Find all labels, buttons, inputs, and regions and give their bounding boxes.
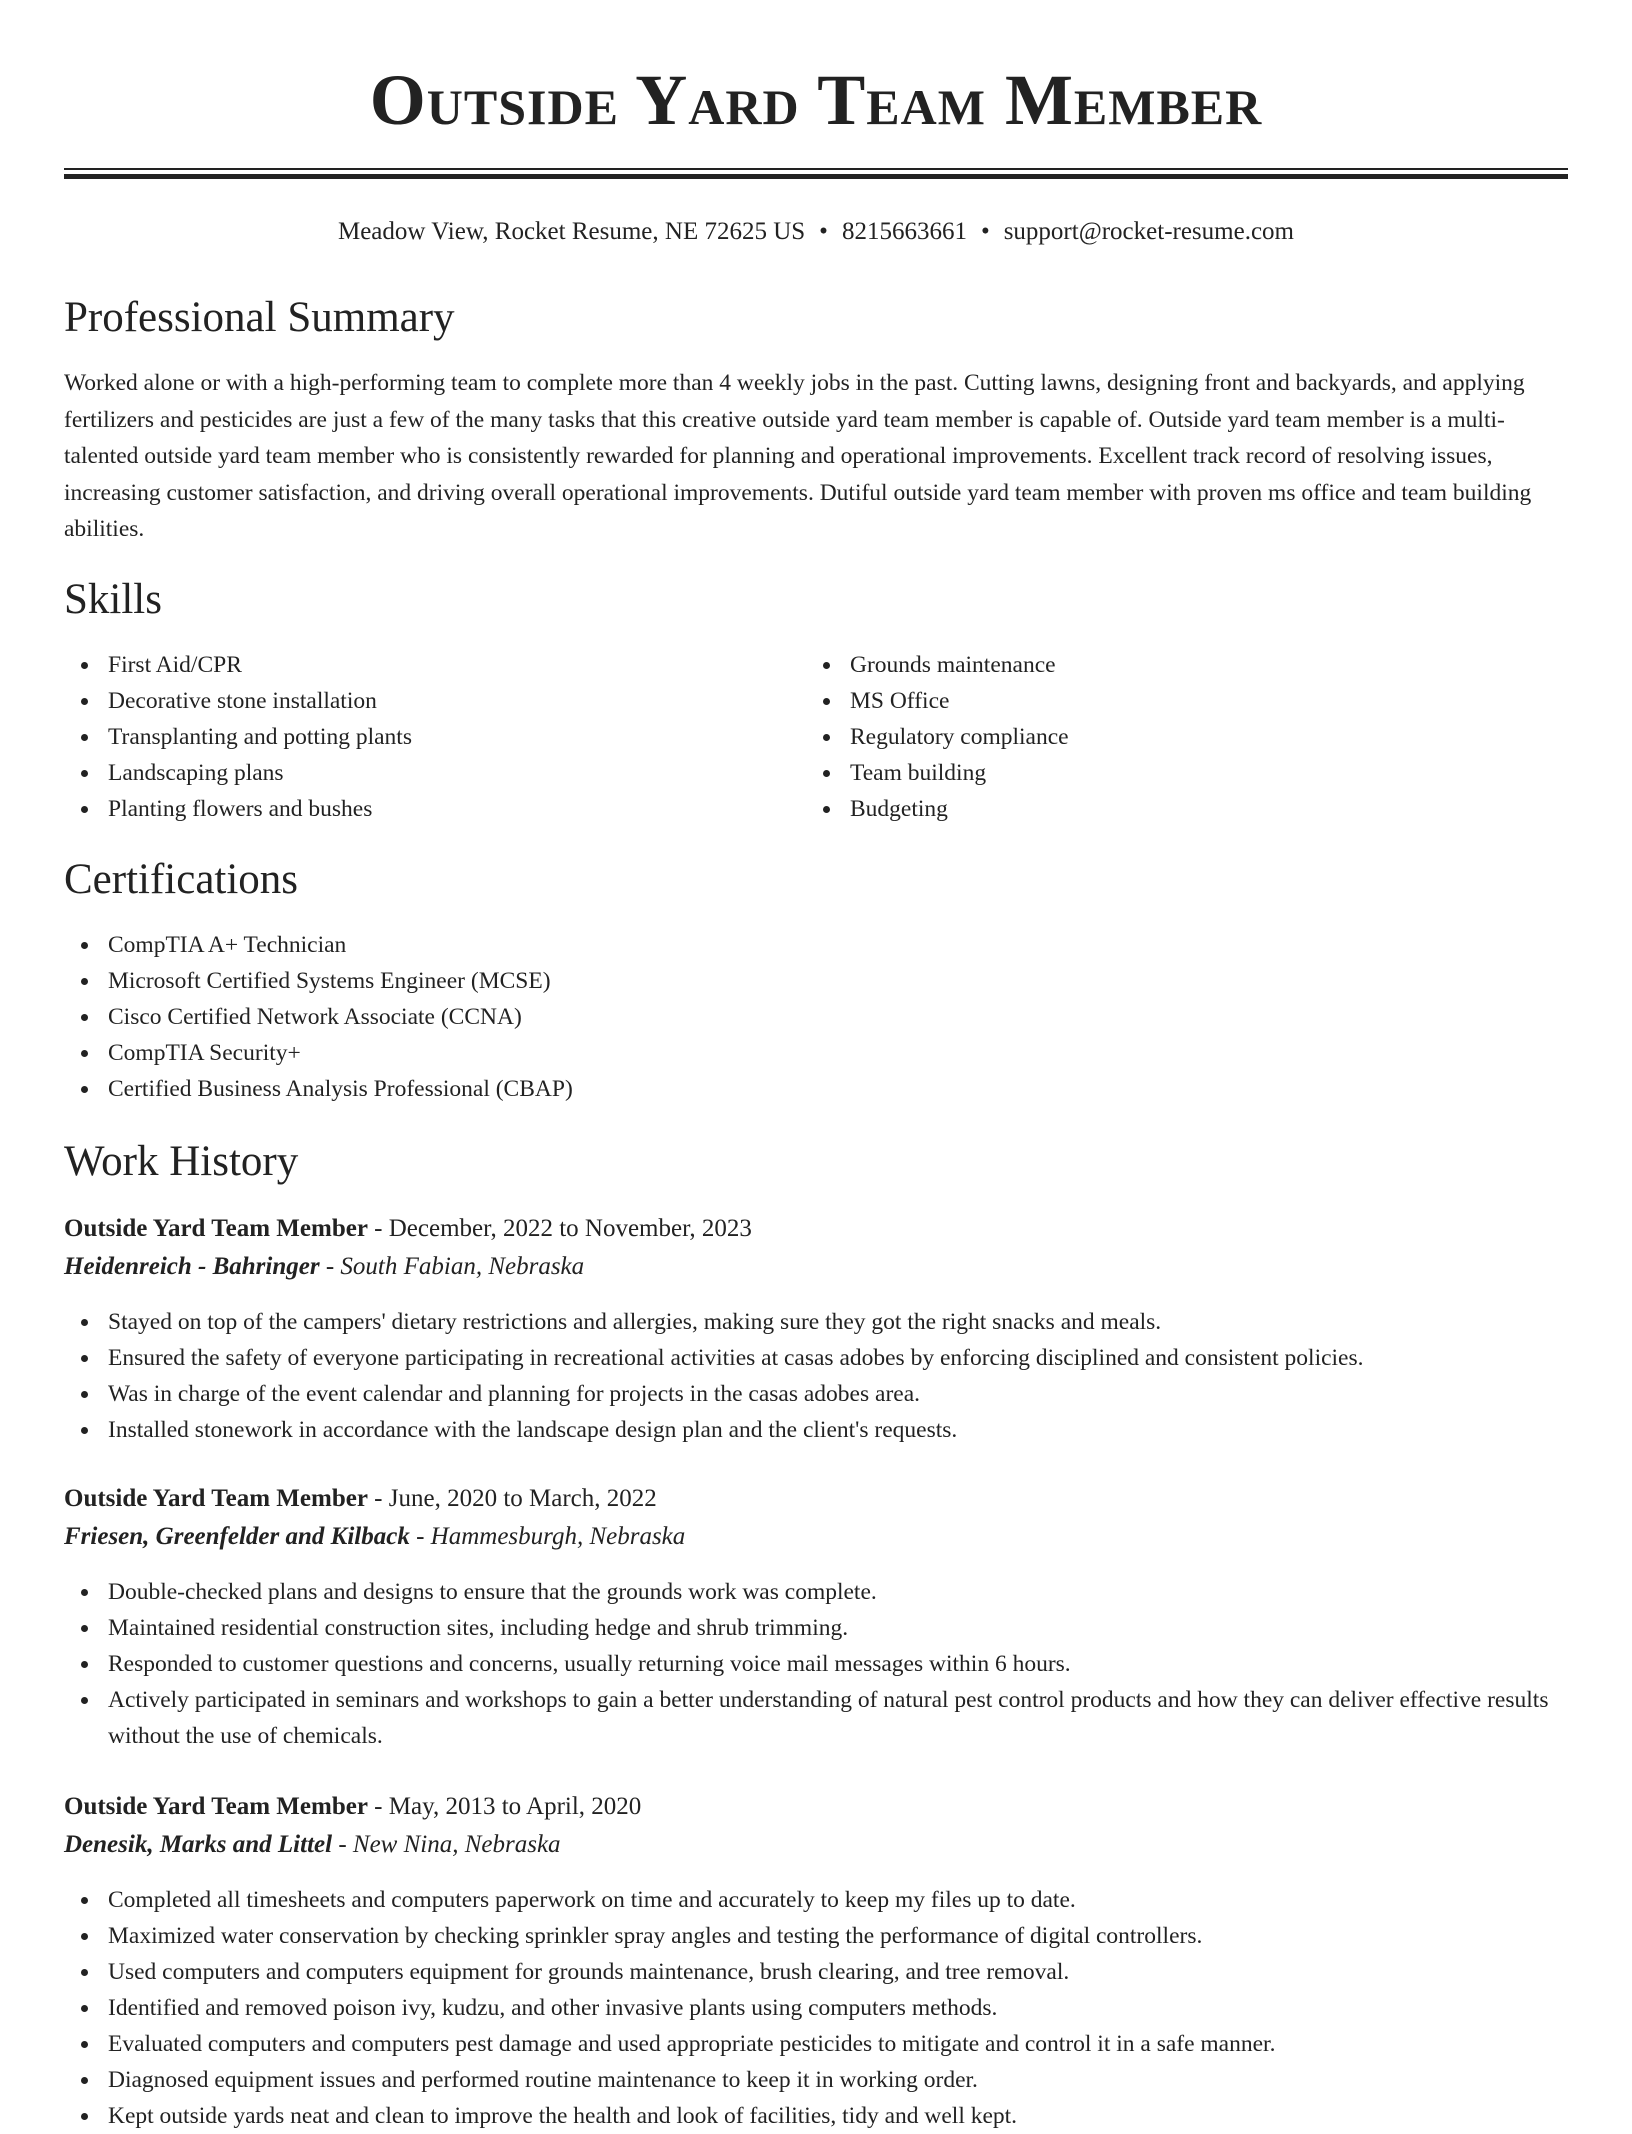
job-duty: Responded to customer questions and concerns, usually returning voice mail messages within 6 hours. [64, 1646, 1568, 1682]
skills-list-right [806, 647, 1546, 827]
header-rule-thick [64, 174, 1568, 179]
job-duty: Installed stonework in accordance with the landscape design plan and the client's requests. [64, 1412, 1568, 1448]
contact-phone: 8215663661 [841, 218, 967, 245]
contact-email: support@rocket-resume.com [1003, 218, 1294, 245]
skill-item: Regulatory compliance [806, 719, 1546, 755]
certification-item: CompTIA A+ Technician [64, 927, 1064, 963]
job-duties-list [64, 1304, 1568, 1448]
job-duty: Completed all timesheets and computers paperwork on time and accurately to keep my files up to date. [64, 1882, 1568, 1918]
job-header [64, 1210, 1568, 1248]
job-duty: Identified and removed poison ivy, kudzu, and other invasive plants using computers methods. [64, 1990, 1568, 2026]
summary-text: Worked alone or with a high-performing team to complete more than 4 weekly jobs in the past. Cutting lawns, designing front and backyards, and applying fertilizers and pesticides are just a few of the many tasks that this creative outside yard team member is capable of. Outside yard team member is a multi-talented outside yard team member who is consistently rewarded for planning and operational improvements. Excellent track record of resolving issues, increasing customer satisfaction, and driving overall operational improvements. Dutiful outside yard team member with proven ms office and team building abilities. [64, 370, 1532, 542]
contact-line [64, 212, 1568, 252]
job-duty: Used computers and computers equipment for grounds maintenance, brush clearing, and tree removal. [64, 1954, 1568, 1990]
skill-item: Decorative stone installation [64, 683, 804, 719]
skill-item: MS Office [806, 683, 1546, 719]
contact-separator: • [819, 218, 828, 245]
job-title: Outside Yard Team Member [64, 1793, 368, 1820]
job-duties-list [64, 1882, 1568, 2134]
header-rule-thin [64, 168, 1568, 170]
summary-heading: Professional Summary [64, 294, 455, 341]
job-dates: - June, 2020 to March, 2022 [367, 1485, 657, 1512]
work-history-heading: Work History [64, 1138, 299, 1185]
job-duty: Diagnosed equipment issues and performed routine maintenance to keep it in working order. [64, 2062, 1568, 2098]
job-duty: Double-checked plans and designs to ensure that the grounds work was complete. [64, 1574, 1568, 1610]
skills-heading: Skills [64, 576, 162, 623]
job-company-name: Heidenreich - Bahringer [64, 1253, 320, 1280]
job-duty: Maximized water conservation by checking sprinkler spray angles and testing the performance of digital controllers. [64, 1918, 1568, 1954]
job-employer [64, 1518, 1568, 1556]
job-duty: Stayed on top of the campers' dietary restrictions and allergies, making sure they got the right snacks and meals. [64, 1304, 1568, 1340]
job-company-name: Denesik, Marks and Littel [64, 1831, 333, 1858]
job-duty: Maintained residential construction sites, including hedge and shrub trimming. [64, 1610, 1568, 1646]
job-title: Outside Yard Team Member [64, 1215, 368, 1242]
skill-item: Grounds maintenance [806, 647, 1546, 683]
job-duty: Was in charge of the event calendar and planning for projects in the casas adobes area. [64, 1376, 1568, 1412]
resume-name: Outside Yard Team Member [369, 60, 1263, 140]
certifications-list [64, 927, 1064, 1107]
job-title: Outside Yard Team Member [64, 1485, 368, 1512]
job-employer [64, 1826, 1568, 1864]
job-header [64, 1480, 1568, 1518]
certification-item: Microsoft Certified Systems Engineer (MCSE) [64, 963, 1064, 999]
job-dates: - May, 2013 to April, 2020 [367, 1793, 642, 1820]
job-duty: Actively participated in seminars and workshops to gain a better understanding of natural pest control products and how they can deliver effective results without the use of chemicals. [64, 1682, 1568, 1754]
certification-item: CompTIA Security+ [64, 1035, 1064, 1071]
skill-item: First Aid/CPR [64, 647, 804, 683]
job-duties-list [64, 1574, 1568, 1754]
contact-address: Meadow View, Rocket Resume, NE 72625 US [337, 218, 806, 245]
contact-separator: • [980, 218, 990, 245]
skill-item: Transplanting and potting plants [64, 719, 804, 755]
job-employer [64, 1248, 1568, 1286]
job-duty: Ensured the safety of everyone participating in recreational activities at casas adobes by enforcing disciplined and consistent policies. [64, 1340, 1568, 1376]
skills-list-left [64, 647, 804, 827]
skill-item: Landscaping plans [64, 755, 804, 791]
skill-item: Team building [806, 755, 1546, 791]
job-location: - South Fabian, Nebraska [319, 1253, 585, 1280]
job-duty: Evaluated computers and computers pest damage and used appropriate pesticides to mitigate and control it in a safe manner. [64, 2026, 1568, 2062]
job-header [64, 1788, 1568, 1826]
certifications-heading: Certifications [64, 856, 299, 903]
job-location: - Hammesburgh, Nebraska [409, 1523, 686, 1550]
certification-item: Certified Business Analysis Professional (CBAP) [64, 1071, 1064, 1107]
certification-item: Cisco Certified Network Associate (CCNA) [64, 999, 1064, 1035]
job-company-name: Friesen, Greenfelder and Kilback [64, 1523, 410, 1550]
job-duty: Kept outside yards neat and clean to improve the health and look of facilities, tidy and well kept. [64, 2098, 1568, 2134]
skill-item: Planting flowers and bushes [64, 791, 804, 827]
job-dates: - December, 2022 to November, 2023 [367, 1215, 752, 1242]
skill-item: Budgeting [806, 791, 1546, 827]
job-location: - New Nina, Nebraska [332, 1831, 561, 1858]
